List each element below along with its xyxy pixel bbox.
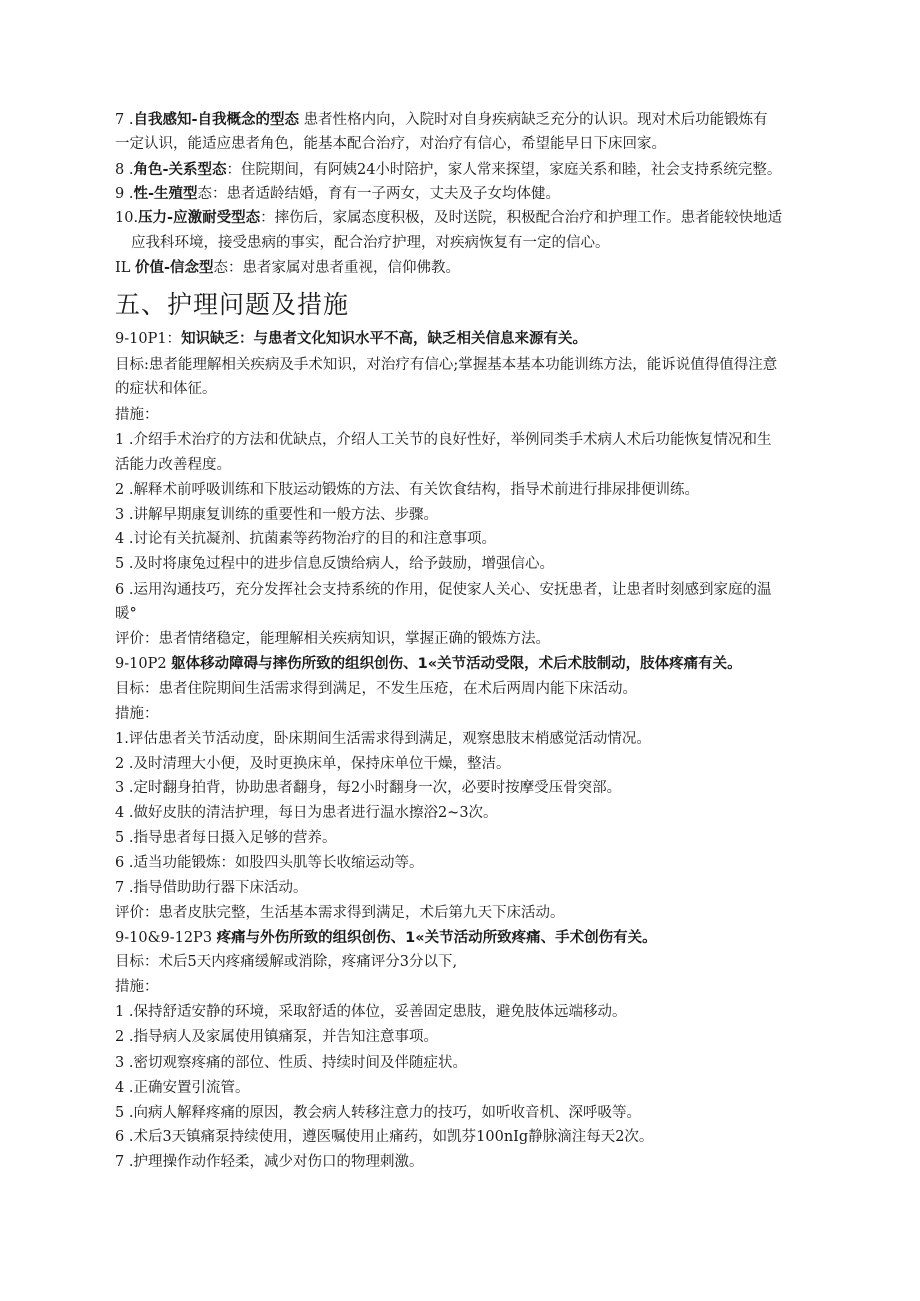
item-title: 自我感知-自我概念的型态 [133, 112, 299, 128]
problem-code: 9-10&9-12P3 [115, 930, 217, 946]
item-title: 压力-应激耐受型态 [138, 210, 261, 226]
item-text: ：摔伤后，家属态度积极，及时送院，积极配合治疗和护理工作。患者能较快地适 [260, 210, 783, 226]
item-number: 9 . [115, 186, 134, 202]
problem-3-measure: 3 .密切观察疼痛的部位、性质、持续时间及伴随症状。 [115, 1055, 467, 1071]
problem-3-measure: 1 .保持舒适安静的环境，采取舒适的体位，妥善固定患肢，避免肢体远端移动。 [115, 1004, 627, 1020]
problem-2-measure: 2 .及时清理大小便，及时更换床单，保持床单位干燥，整洁。 [115, 756, 511, 772]
item-text: ：住院期间，有阿姨24小时陪护，家人常来探望，家庭关系和睦，社会支持系统完整。 [226, 162, 782, 178]
problem-title: 疼痛与外伤所致的组织创伤、1«关节活动所致疼痛、手术创伤有关。 [216, 930, 657, 946]
problem-3-measures-label: 措施： [115, 979, 159, 995]
problem-3-measure: 4 .正确安置引流管。 [115, 1080, 250, 1096]
problem-1-evaluation: 评价：患者情绪稳定，能理解相关疾病知识，掌握正确的锻炼方法。 [115, 631, 550, 647]
item-10-continuation: 应我科环境，接受患病的事实，配合治疗护理，对疾病恢复有一定的信心。 [131, 235, 610, 251]
item-7-continuation: 一定认识，能适应患者角色，能基本配合治疗，对治疗有信心，希望能早日下床回家。 [115, 136, 666, 152]
problem-title: 躯体移动障碍与摔伤所致的组织创伤、1«关节活动受限，术后术肢制动，肢体疼痛有关。 [171, 656, 742, 672]
problem-2-measure: 7 .指导借助助行器下床活动。 [115, 880, 308, 896]
problem-3-measure: 7 .护理操作动作轻柔，减少对伤口的物理刺激。 [115, 1154, 424, 1170]
problem-2-measure: 5 .指导患者每日摄入足够的营养。 [115, 830, 337, 846]
problem-3-measure: 6 .术后3天镇痛泵持续使用，遵医嘱使用止痛药，如凯芬100nIg静脉滴注每天2次。 [115, 1129, 654, 1145]
item-text: 患者性格内向，入院时对自身疾病缺乏充分的认识。现对术后功能锻炼有 [298, 112, 768, 128]
item-number: 8 . [115, 162, 134, 178]
item-9-line [115, 184, 560, 204]
item-text: 态：患者家属对患者重视，信仰佛教。 [213, 260, 460, 276]
problem-1-heading [115, 329, 587, 349]
problem-1-goal-cont: 的症状和体征。 [115, 381, 217, 397]
problem-3-heading [115, 928, 657, 948]
problem-1-measure: 1 .介绍手术治疗的方法和优缺点，介绍人工关节的良好性好，举例同类手术病人术后功能恢复情况和生 [115, 432, 772, 448]
problem-1-goal: 目标:患者能理解相关疾病及手术知识，对治疗有信心;掌握基本基本功能训练方法，能诉说值得值得注意 [115, 357, 778, 373]
problem-1-measure: 2 .解释术前呼吸训练和下肢运动锻炼的方法、有关饮食结构，指导术前进行排尿排便训练。 [115, 482, 699, 498]
problem-1-measure: 6 .运用沟通技巧，充分发挥社会支持系统的作用，促使家人关心、安抚患者，让患者时刻感到家庭的温 [115, 582, 772, 598]
item-title: 性-生殖型 [133, 186, 198, 202]
problem-1-measures-label: 措施： [115, 407, 159, 423]
problem-code: 9-10P1： [115, 331, 182, 347]
problem-2-measure: 3 .定时翻身拍背，协助患者翻身，每2小时翻身一次，必要时按摩受压骨突部。 [115, 780, 622, 796]
item-7-line [115, 110, 768, 130]
problem-1-measure: 3 .讲解早期康复训练的重要性和一般方法、步骤。 [115, 507, 438, 523]
item-11-line [115, 258, 460, 278]
item-8-line [115, 160, 781, 180]
item-number: 10. [115, 210, 139, 226]
item-10-line [115, 208, 782, 228]
problem-2-measures-label: 措施： [115, 706, 159, 722]
problem-1-measure: 4 .讨论有关抗凝剂、抗菌素等药物治疗的目的和注意事项。 [115, 531, 496, 547]
problem-2-measure: 1.评估患者关节活动度，卧床期间生活需求得到满足，观察患肢末梢感觉活动情况。 [115, 731, 651, 747]
problem-3-measure: 2 .指导病人及家属使用镇痛泵，并告知注意事项。 [115, 1029, 438, 1045]
item-number: IL [115, 260, 135, 276]
problem-2-measure: 4 .做好皮肤的清洁护理，每日为患者进行温水擦浴2~3次。 [115, 805, 498, 821]
item-number: 7 . [115, 112, 134, 128]
problem-2-evaluation: 评价：患者皮肤完整，生活基本需求得到满足，术后第九天下床活动。 [115, 905, 565, 921]
item-title: 价值-信念型 [134, 260, 214, 276]
problem-1-measure-cont: 活能力改善程度。 [115, 457, 231, 473]
problem-2-measure: 6 .适当功能锻炼：如股四头肌等长收缩运动等。 [115, 855, 424, 871]
item-text: 态：患者适龄结婚，育有一子两女，丈夫及子女均体健。 [197, 186, 560, 202]
problem-3-measure: 5 .向病人解释疼痛的原因，教会病人转移注意力的技巧，如听收音机、深呼吸等。 [115, 1105, 641, 1121]
problem-3-goal: 目标：术后5天内疼痛缓解或消除，疼痛评分3分以下, [115, 954, 458, 970]
problem-2-goal: 目标：患者住院期间生活需求得到满足，不发生压疮，在术后两周内能下床活动。 [115, 681, 637, 697]
problem-1-measure-cont: 暖° [115, 606, 137, 622]
problem-code: 9-10P2 [115, 656, 172, 672]
problem-2-heading [115, 654, 742, 674]
problem-1-measure: 5 .及时将康兔过程中的进步信息反馈给病人，给予鼓励，增强信心。 [115, 556, 554, 572]
problem-title: 知识缺乏：与患者文化知识水平不高，缺乏相关信息来源有关。 [181, 331, 588, 347]
item-title: 角色-关系型态 [133, 162, 227, 178]
section-heading: 五、护理问题及措施 [115, 290, 350, 319]
